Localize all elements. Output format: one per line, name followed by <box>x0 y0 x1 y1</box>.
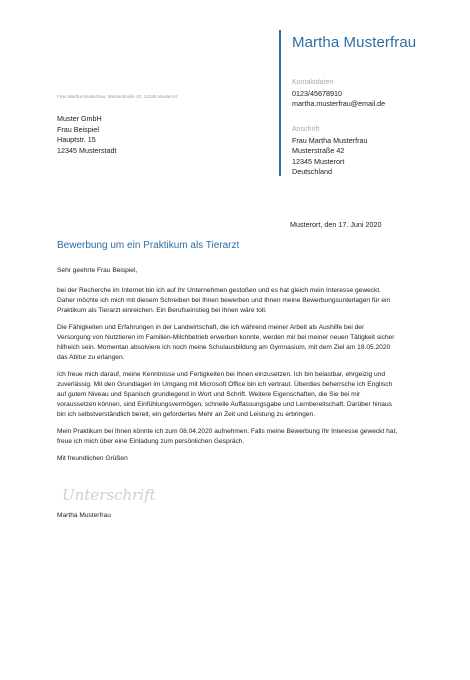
letter-subject: Bewerbung um ein Praktikum als Tierarzt <box>57 240 240 251</box>
signature-placeholder: Unterschrift <box>62 486 156 504</box>
address-city: 12345 Musterort <box>292 156 345 166</box>
salutation: Sehr geehrte Frau Beispiel, <box>57 267 138 274</box>
signer-name: Martha Musterfrau <box>57 512 111 519</box>
email-address: martha.musterfrau@email.de <box>292 99 386 108</box>
address-country: Deutschland <box>292 167 332 176</box>
address-name: Frau Martha Musterfrau <box>292 135 368 145</box>
recipient-address <box>57 114 117 156</box>
address-street: Musterstraße 42 <box>292 146 345 155</box>
contact-label: Kontaktdaten <box>292 79 334 86</box>
accent-divider <box>279 30 281 176</box>
paragraph: bei der Recherche im Internet bin ich auf Ihr Unternehmen gestoßen und es hat gleich mein Interesse geweckt. Daher möchte ich mich mit diesem Schreiben bei Ihnen bewerben und Ihnen meine Bewerbungsunterlagen für ein Praktikum als Tierarzt einreichen. Ein Berufseinstieg bei Ihnen wäre toll. <box>57 287 391 314</box>
address-label: Anschrift <box>292 126 320 133</box>
recipient-street: Hauptstr. 15 <box>57 135 96 144</box>
paragraph: Die Fähigkeiten und Erfahrungen in der Landwirtschaft, die ich während meiner Arbeit als Aushilfe bei der Versorgung von Nutztieren im Familien-Milchbetrieb erwerben konnte, werden mir bei meiner neuen Tätigkeit sicher hilfreich sein. Momentan absolviere ich noch meine Schulausbildung am Gymnasium, mit dem Ziel am 18.05.2020 das Abitur zu erlangen. <box>57 324 395 361</box>
paragraph: Ich freue mich darauf, meine Kenntnisse und Fertigkeiten bei Ihnen einzusetzen. Ich bin belastbar, ehrgeizig und zuverlässig. Mit den Grundlagen im Umgang mit Microsoft Office bin ich vertraut. Überdies beherrsche ich Englisch auf gutem Niveau und Spanisch grundlegend in Wort und Schrift. Weitere Eigenschaften, die Sie bei mir voraussetzen können, sind Einfühlungsvermögen, schnelle Auffassungsgabe und Lernbereitschaft. Darüber hinaus bin ich selbstverständlich bereit, ein gefordertes Mehr an Zeit und Leistung zu erbringen. <box>57 371 393 418</box>
contact-block <box>292 78 385 110</box>
recipient-city: 12345 Musterstadt <box>57 145 117 155</box>
address-block <box>292 125 368 178</box>
sender-return-line: Frau Martha Musterfrau, Musterstraße 42, 12345 Musterort <box>57 94 178 99</box>
recipient-contact: Frau Beispiel <box>57 124 99 134</box>
closing: Mit freundlichen Grüßen <box>57 455 128 462</box>
recipient-company: Muster GmbH <box>57 114 102 123</box>
phone-number: 0123/45678910 <box>292 88 342 98</box>
paragraph: Mein Praktikum bei Ihnen könnte ich zum 08.04.2020 aufnehmen. Falls meine Bewerbung Ihr Interesse geweckt hat, freue ich mich über eine Einladung zum persönlichen Gespräch. <box>57 428 398 445</box>
letter-date: Musterort, den 17. Juni 2020 <box>290 220 382 229</box>
applicant-name: Martha Musterfrau <box>292 34 417 51</box>
letter-body <box>57 266 399 471</box>
